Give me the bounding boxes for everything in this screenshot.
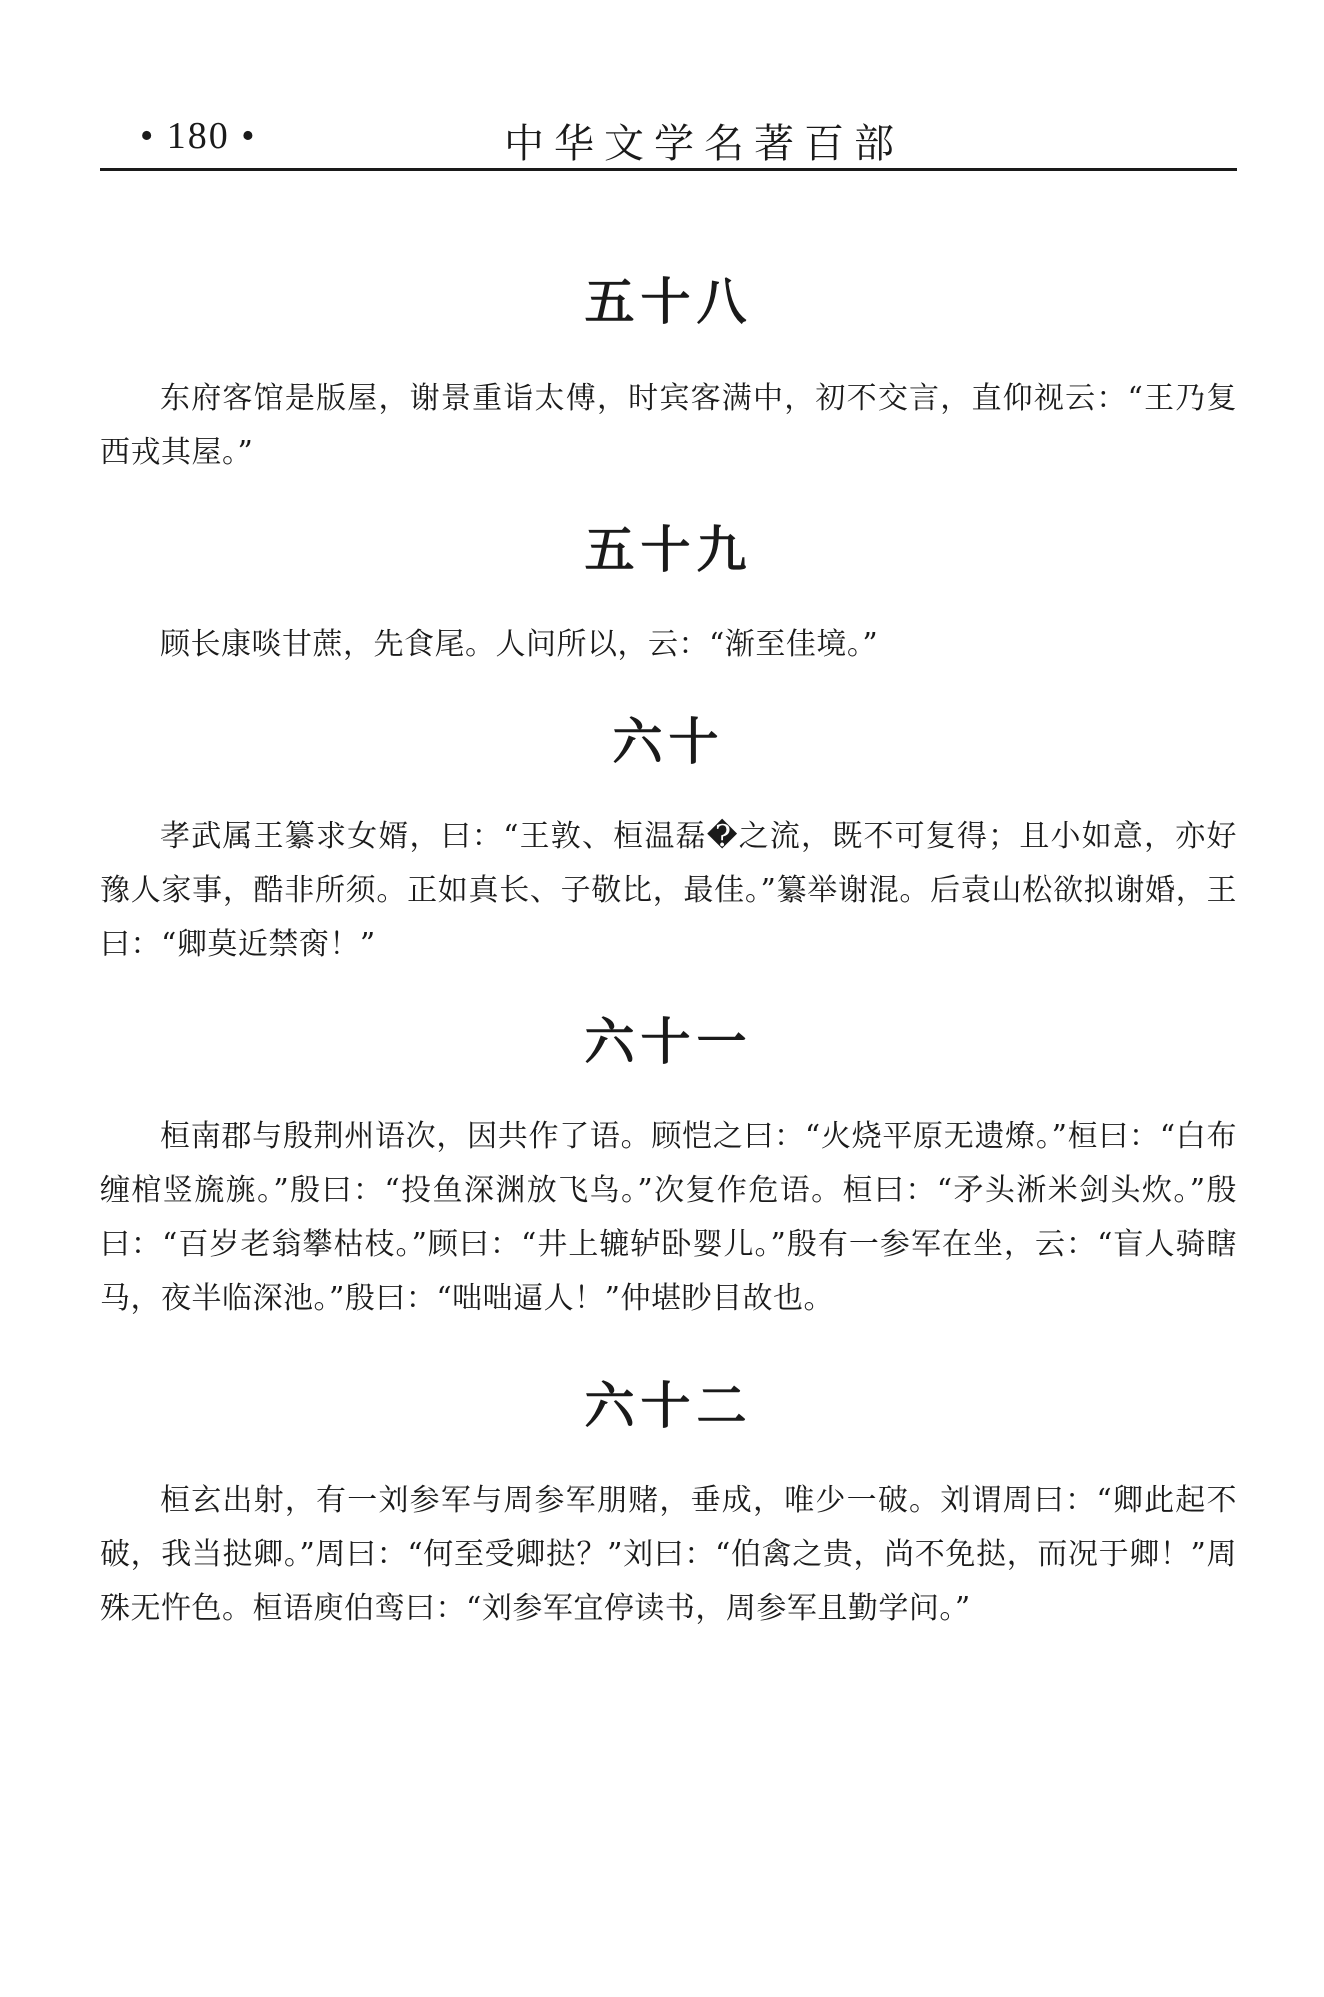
section-title-60: 六十 xyxy=(612,713,725,771)
page-body xyxy=(100,250,1237,1636)
section-text-58: 东府客馆是版屋，谢景重诣太傅，时宾客满中，初不交言，直仰视云：“王乃复西戎其屋。” xyxy=(100,381,1237,470)
page-number: • 180 • xyxy=(140,115,257,157)
section-text-59: 顾长康啖甘蔗，先食尾。人问所以，云：“渐至佳境。” xyxy=(160,627,879,662)
section-title-62: 六十二 xyxy=(584,1377,753,1435)
section-title-59: 五十九 xyxy=(584,521,753,579)
section-title-61: 六十一 xyxy=(584,1013,753,1071)
header-rule xyxy=(100,168,1237,171)
section-text-60: 孝武属王纂求女婿，曰：“王敦、桓温磊�之流，既不可复得；且小如意，亦好豫人家事，酷非所须。正如真长、子敬比，最佳。”纂举谢混。后袁山松欲拟谢婚，王曰：“卿莫近禁脔！” xyxy=(100,819,1237,962)
running-header xyxy=(100,104,1237,168)
section-title-58: 五十八 xyxy=(584,273,753,331)
section-text-62: 桓玄出射，有一刘参军与周参军朋赌，垂成，唯少一破。刘谓周曰：“卿此起不破，我当挞卿。”周曰：“何至受卿挞？”刘曰：“伯禽之贵，尚不免挞，而况于卿！”周殊无忤色。桓语庾伯鸾曰：“刘参军宜停读书，周参军且勤学问。” xyxy=(100,1483,1237,1626)
book-title: 中华文学名著百部 xyxy=(504,121,904,167)
section-text-61: 桓南郡与殷荆州语次，因共作了语。顾恺之曰：“火烧平原无遗燎。”桓曰：“白布缠棺竖旒旐。”殷曰：“投鱼深渊放飞鸟。”次复作危语。桓曰：“矛头淅米剑头炊。”殷曰：“百岁老翁攀枯枝。”顾曰：“井上辘轳卧婴儿。”殷有一参军在坐，云：“盲人骑瞎马，夜半临深池。”殷曰：“咄咄逼人！”仲堪眇目故也。 xyxy=(100,1119,1237,1316)
